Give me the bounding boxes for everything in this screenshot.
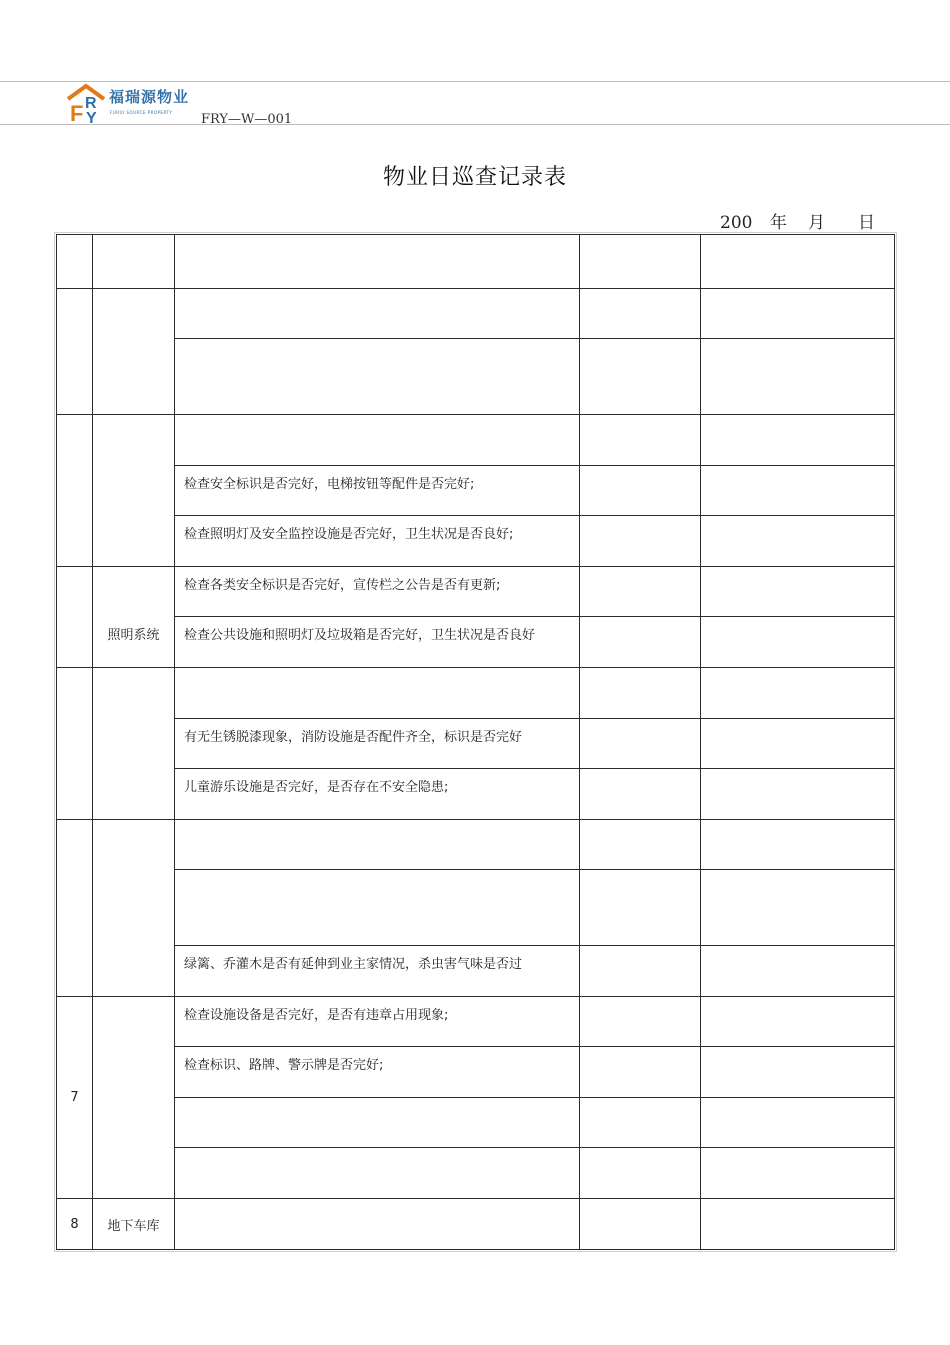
item-cell: 地下车库: [93, 1199, 175, 1250]
content-cell: [175, 820, 580, 870]
remark-cell[interactable]: [701, 1199, 895, 1250]
content-cell: 检查公共设施和照明灯及垃圾箱是否完好，卫生状况是否良好: [175, 617, 580, 668]
item-cell: [93, 668, 175, 820]
seq-cell: 7: [57, 997, 93, 1199]
content-cell: 检查照明灯及安全监控设施是否完好，卫生状况是否良好;: [175, 516, 580, 567]
item-cell: [93, 235, 175, 289]
seq-cell: [57, 567, 93, 668]
result-cell[interactable]: [580, 466, 701, 516]
remark-cell[interactable]: [701, 617, 895, 668]
logo-name: 福瑞源物业: [109, 88, 190, 106]
result-cell[interactable]: [580, 516, 701, 567]
content-cell: 检查标识、路牌、警示牌是否完好;: [175, 1047, 580, 1098]
remark-cell[interactable]: [701, 870, 895, 946]
content-cell: 有无生锈脱漆现象，消防设施是否配件齐全，标识是否完好: [175, 719, 580, 769]
remark-cell[interactable]: [701, 567, 895, 617]
remark-cell[interactable]: [701, 820, 895, 870]
item-cell: [93, 567, 175, 668]
result-cell[interactable]: [580, 1047, 701, 1098]
result-cell[interactable]: [580, 339, 701, 415]
table-row: [57, 719, 895, 769]
date-line: [720, 208, 875, 233]
result-cell[interactable]: [580, 1148, 701, 1199]
result-cell[interactable]: [580, 769, 701, 820]
remark-cell[interactable]: [701, 769, 895, 820]
remark-cell[interactable]: [701, 466, 895, 516]
result-cell[interactable]: [580, 820, 701, 870]
table-row: [57, 870, 895, 946]
table-row: [57, 1148, 895, 1199]
result-cell[interactable]: [580, 870, 701, 946]
content-cell: [175, 1148, 580, 1199]
seq-cell: [57, 668, 93, 820]
content-cell: [175, 1199, 580, 1250]
result-cell[interactable]: [580, 719, 701, 769]
date-year-label: 年: [770, 213, 787, 233]
table-row: [57, 1047, 895, 1098]
page-title: 物业日巡查记录表: [382, 165, 567, 190]
remark-cell[interactable]: [701, 1098, 895, 1148]
seq-cell: [57, 235, 93, 289]
company-logo: [66, 83, 196, 127]
table-row: [57, 668, 895, 719]
result-cell[interactable]: [580, 997, 701, 1047]
item-cell: [93, 997, 175, 1199]
result-cell[interactable]: [580, 668, 701, 719]
content-cell: 绿篱、乔灌木是否有延伸到业主家情况，杀虫害气味是否过: [175, 946, 580, 997]
inspection-table: [56, 234, 895, 1250]
content-cell: 检查安全标识是否完好，电梯按钮等配件是否完好;: [175, 466, 580, 516]
result-cell[interactable]: [580, 1098, 701, 1148]
remark-cell[interactable]: [701, 339, 895, 415]
table-row: [57, 769, 895, 820]
logo-letter-r: R: [85, 95, 97, 112]
item-cell: [93, 820, 175, 997]
logo-subtitle: FURUI SOURCE PROPERTY: [110, 110, 173, 115]
result-cell[interactable]: [580, 289, 701, 339]
table-row: [57, 415, 895, 466]
remark-cell[interactable]: [701, 415, 895, 466]
table-row: [57, 289, 895, 339]
content-cell: 检查设施设备是否完好，是否有违章占用现象;: [175, 997, 580, 1047]
table-row: [57, 946, 895, 997]
seq-cell: [57, 415, 93, 567]
logo-letter-y: Y: [86, 110, 97, 127]
remark-cell[interactable]: [701, 668, 895, 719]
table-row: [57, 617, 895, 668]
table-row: [57, 997, 895, 1047]
table-row: [57, 339, 895, 415]
logo-letter-f: F: [70, 101, 84, 126]
item-label: 照明系统: [107, 628, 160, 643]
content-cell: [175, 1098, 580, 1148]
result-cell[interactable]: [580, 415, 701, 466]
item-cell: [93, 415, 175, 567]
seq-cell: [57, 289, 93, 415]
table-row: [57, 567, 895, 617]
remark-cell[interactable]: [701, 516, 895, 567]
content-cell: [175, 415, 580, 466]
content-cell: [175, 289, 580, 339]
date-year: 200: [720, 213, 753, 233]
remark-cell[interactable]: [701, 289, 895, 339]
result-cell[interactable]: [580, 567, 701, 617]
table-row: [57, 820, 895, 870]
remark-cell[interactable]: [701, 719, 895, 769]
table-row: [57, 516, 895, 567]
content-cell: 儿童游乐设施是否完好，是否存在不安全隐患;: [175, 769, 580, 820]
remark-cell[interactable]: [701, 1047, 895, 1098]
content-cell: [175, 668, 580, 719]
table-row: [57, 1199, 895, 1250]
content-cell: [175, 870, 580, 946]
result-cell[interactable]: [580, 235, 701, 289]
date-month-label: 月: [808, 213, 825, 233]
result-cell[interactable]: [580, 617, 701, 668]
remark-cell[interactable]: [701, 235, 895, 289]
item-cell: [93, 289, 175, 415]
logo-house-icon: [66, 83, 110, 127]
seq-cell: [57, 820, 93, 997]
remark-cell[interactable]: [701, 1148, 895, 1199]
table-row: [57, 1098, 895, 1148]
table-row: [57, 466, 895, 516]
table-row: [57, 235, 895, 289]
date-day-label: 日: [858, 213, 875, 233]
content-cell: 检查各类安全标识是否完好，宣传栏之公告是否有更新;: [175, 567, 580, 617]
result-cell[interactable]: [580, 1199, 701, 1250]
remark-cell[interactable]: [701, 946, 895, 997]
top-rule: [0, 81, 950, 82]
result-cell[interactable]: [580, 946, 701, 997]
content-cell: [175, 339, 580, 415]
remark-cell[interactable]: [701, 997, 895, 1047]
content-cell: [175, 235, 580, 289]
document-code: FRY—W—001: [201, 112, 293, 127]
seq-cell: 8: [57, 1199, 93, 1250]
